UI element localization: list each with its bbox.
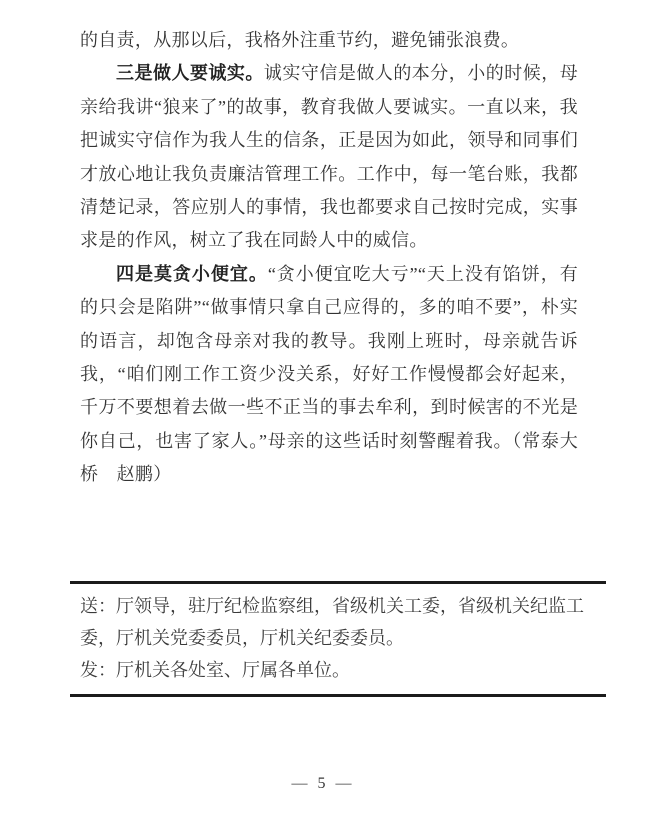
page-number: — 5 — [291, 775, 355, 792]
distribution-issue-label: 发： [80, 660, 116, 680]
paragraph [80, 24, 578, 57]
document-body [80, 24, 578, 492]
distribution-send-line [80, 590, 600, 654]
distribution-send-text: 厅领导，驻厅纪检监察组，省级机关工委，省级机关纪监工委，厅机关党委委员，厅机关纪委委员。 [80, 596, 584, 648]
distribution-send-label: 送： [80, 596, 116, 616]
paragraph-text: 诚实守信是做人的本分，小的时候，母亲给我讲“狼来了”的故事，教育我做人要诚实。一直以来，我把诚实守信作为我人生的信条，正是因为如此，领导和同事们才放心地让我负责廉洁管理工作。工作中，每一笔台账，我都清楚记录，答应别人的事情，我也都要求自己按时完成，实事求是的作风，树立了我在同龄人中的威信。 [80, 63, 578, 251]
paragraph-lead: 三是做人要诚实。 [116, 63, 264, 84]
distribution-issue-line [80, 654, 600, 686]
paragraph [80, 258, 578, 492]
distribution-box [70, 581, 606, 697]
paragraph [80, 57, 578, 257]
paragraph-text: “贪小便宜吃大亏”“天上没有馅饼，有的只会是陷阱”“做事情只拿自己应得的，多的咱不要”，朴实的语言，却饱含母亲对我的教导。我刚上班时，母亲就告诉我，“咱们刚工作工资少没关系，好好工作慢慢都会好起来，千万不要想着去做一些不正当的事去牟利，到时候害的不光是你自己，也害了家人。”母亲的这些话时刻警醒着我。（常泰大桥 赵鹏） [80, 263, 578, 485]
paragraph-text: 的自责，从那以后，我格外注重节约，避免铺张浪费。 [80, 30, 520, 50]
distribution-issue-text: 厅机关各处室、厅属各单位。 [116, 660, 350, 680]
paragraph-lead: 四是莫贪小便宜。 [116, 263, 268, 284]
